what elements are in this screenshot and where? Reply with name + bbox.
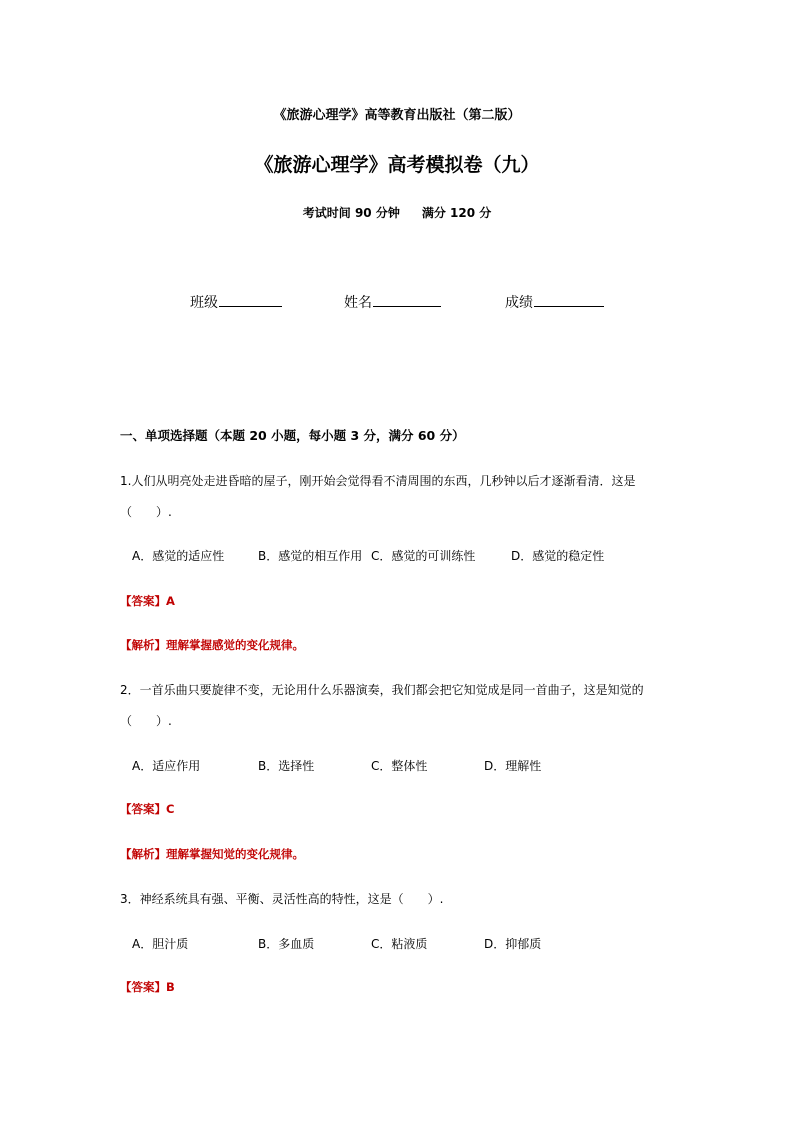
question-3-option-a: A．胆汁质 (132, 937, 189, 951)
class-blank[interactable] (219, 292, 282, 307)
question-3-option-c: C．粘液质 (371, 937, 428, 951)
question-2-option-d: D．理解性 (484, 759, 542, 773)
question-3-line1: 3．神经系统具有强、平衡、灵活性高的特性，这是（ ）. (120, 892, 444, 906)
class-field (190, 292, 282, 312)
publisher-line: 《旅游心理学》高等教育出版社（第二版） (273, 108, 521, 123)
score-label: 成绩 (505, 295, 533, 311)
question-3-option-d: D．抑郁质 (484, 937, 542, 951)
exam-time: 考试时间 90 分钟 (302, 206, 400, 220)
full-score: 满分 120 分 (421, 206, 492, 220)
question-1-line2: （ ）. (120, 505, 172, 519)
question-2-option-a: A．适应作用 (132, 759, 201, 773)
question-1-analysis: 【解析】理解掌握感觉的变化规律。 (120, 638, 304, 652)
score-blank[interactable] (534, 292, 604, 307)
question-1-option-b: B．感觉的相互作用 (258, 549, 363, 563)
question-1-answer: 【答案】A (120, 594, 175, 608)
question-1-option-d: D．感觉的稳定性 (511, 549, 605, 563)
exam-title: 《旅游心理学》高考模拟卷（九） (254, 154, 540, 176)
score-field (505, 292, 604, 312)
question-2-option-c: C．整体性 (371, 759, 428, 773)
question-2-line1: 2．一首乐曲只要旋律不变，无论用什么乐器演奏，我们都会把它知觉成是同一首曲子，这是知觉的 (120, 683, 644, 697)
question-1-option-c: C．感觉的可训练性 (371, 549, 476, 563)
question-2-line2: （ ）. (120, 714, 172, 728)
section-title: 一、单项选择题（本题 20 小题，每小题 3 分，满分 60 分） (120, 428, 465, 443)
exam-meta (0, 204, 794, 221)
question-2-analysis: 【解析】理解掌握知觉的变化规律。 (120, 847, 304, 861)
question-2-option-b: B．选择性 (258, 759, 315, 773)
name-field (344, 292, 441, 312)
name-blank[interactable] (373, 292, 441, 307)
question-3-answer: 【答案】B (120, 980, 175, 994)
question-3-option-b: B．多血质 (258, 937, 315, 951)
name-label: 姓名 (344, 295, 372, 311)
question-2-answer: 【答案】C (120, 802, 175, 816)
question-1-option-a: A．感觉的适应性 (132, 549, 225, 563)
question-1-line1: 1.人们从明亮处走进昏暗的屋子，刚开始会觉得看不清周围的东西，几秒钟以后才逐渐看清．这是 (120, 474, 636, 488)
class-label: 班级 (190, 295, 218, 311)
